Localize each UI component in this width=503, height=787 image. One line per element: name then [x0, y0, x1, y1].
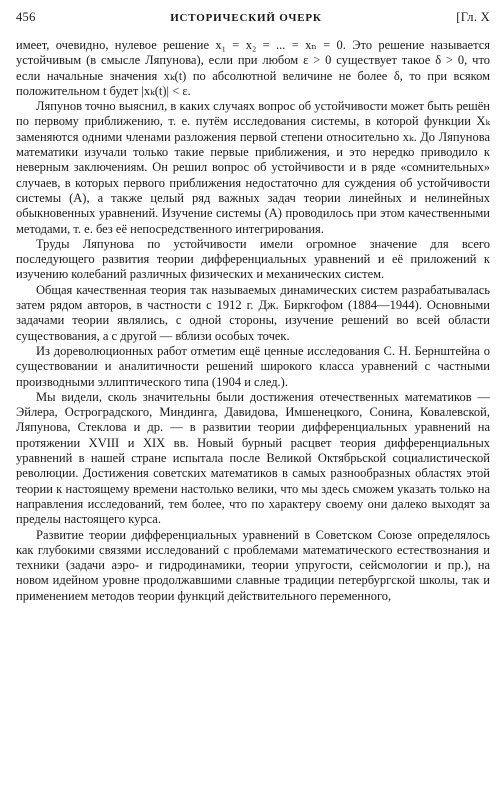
body-text	[16, 38, 490, 604]
paragraph: Из дореволюционных работ отметим ещё ценные исследования С. Н. Бернштейна о существовании и аналитичности решений широкого класса уравнений с частными производными эллиптического типа (1904 и след.).	[16, 343, 490, 389]
paragraph: Мы видели, сколь значительны были достижения отечественных математиков — Эйлера, Остроградского, Миндинга, Давидова, Имшенецкого, Сонина, Ковалевской, Ляпунова, Стеклова и др. — в развитии теории дифференциальных уравнений на протяжении XVIII и XIX вв. Новый бурный расцвет теория дифференциальных уравнений в нашей стране испытала после Великой Октябрьской социалистической революции. Достижения советских математиков в самых разнообразных областях этой теории к настоящему времени настолько велики, что мы здесь сможем указать только на направления исследований, тем более, что по характеру своему они далеко выходят за пределы настоящего курса.	[16, 389, 490, 527]
paragraph: имеет, очевидно, нулевое решение x₁ = x₂ = ... = xₙ = 0. Это решение называется устойчивым (в смысле Ляпунова), если при любом ε > 0 существует такое δ > 0, что если начальные значения xₖ(t) по абсолютной величине не более δ, то при всяком положительном t будет |xₖ(t)| < ε.	[16, 38, 490, 98]
page-number: 456	[16, 10, 36, 24]
running-title: ИСТОРИЧЕСКИЙ ОЧЕРК	[170, 12, 322, 24]
paragraph: Развитие теории дифференциальных уравнений в Советском Союзе определялось как глубокими связями исследований с проблемами математического естествознания и техники (задачи аэро- и гидродинамики, теории упругости, сейсмологии и пр.), на новом идейном уровне продолжавшими славные традиции петербургской школы, так и применением методов теории функций действительного переменного,	[16, 527, 490, 603]
book-page	[16, 10, 490, 780]
running-header	[16, 10, 490, 32]
paragraph: Труды Ляпунова по устойчивости имели огромное значение для всего последующего развития теории дифференциальных уравнений и её приложений к изучению колебаний различных физических и механических систем.	[16, 236, 490, 282]
paragraph: Ляпунов точно выяснил, в каких случаях вопрос об устойчивости может быть решён по первому приближению, т. е. путём исследования системы, в которой функции Xₖ заменяются одними членами разложения первой степени относительно xₖ. До Ляпунова математики изучали только такие первые приближения, и это нередко приводило к неверным заключениям. Он решил вопрос об устойчивости и в ряде «сомнительных» случаев, в которых первого приближения недостаточно для суждения об устойчивости системы (A), а также целый ряд важных задач теории линейных и нелинейных обыкновенных уравнений. Изучение системы (A) проводилось при этом качественными методами, т. е. без её непосредственного интегрирования.	[16, 99, 490, 236]
paragraph: Общая качественная теория так называемых динамических систем разрабатывалась затем рядом авторов, в частности с 1912 г. Дж. Биркгофом (1884—1944). Основными задачами теории являлись, с одной стороны, изучение решений во всей области существования, а с другой — вблизи особых точек.	[16, 282, 490, 343]
chapter-label: [Гл. X	[456, 10, 490, 24]
